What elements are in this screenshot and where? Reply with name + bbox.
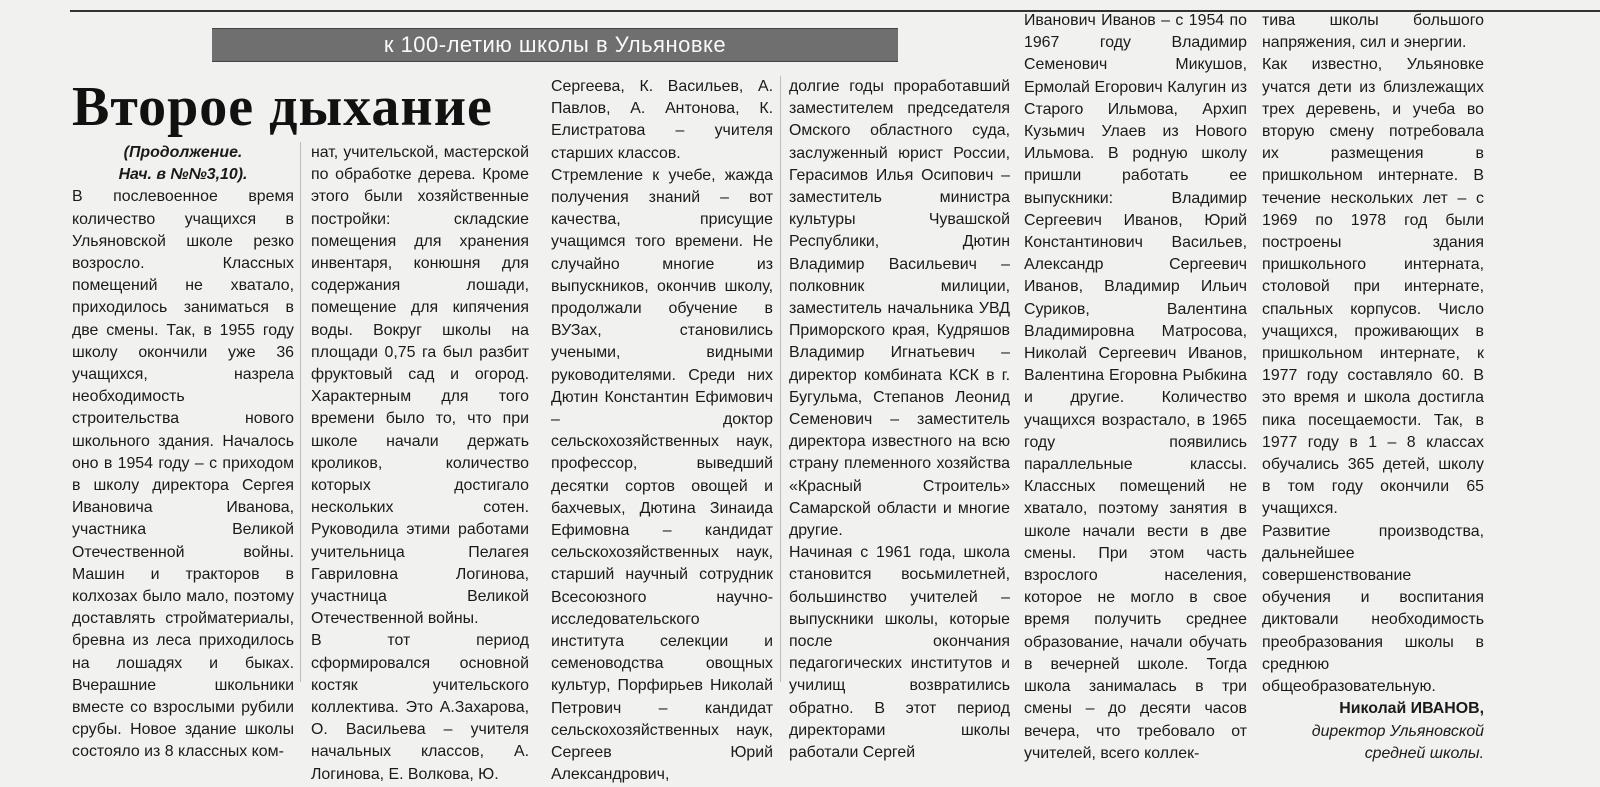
continuation-note-line2: Нач. в №№3,10).: [118, 166, 248, 184]
article-paragraph: Как известно, Ульяновке учатся дети из близлежащих трех деревень, и учеба во вторую смену потребовала их размещения в пришкольном интернате. В течение нескольких лет – с 1969 по 1978 год были построены здания пришкольного интерната, столовой при интернате, спальных корпусов. Число учащихся, проживающих в пришкольном интернате, к 1977 году составляло 60. В это время и школа достигла пика посещаемости. Так, в 1977 году в 1 – 8 классах обучались 365 детей, школу в том году окончили 65 учащихся.: [1262, 56, 1484, 518]
article-paragraph: нат, учительской, мастерской по обработке дерева. Кроме этого были хозяйственные постройки: складские помещения для хранения инвентаря, конюшня для содержания лошади, помещение для кипячения воды. Вокруг школы на площади 0,75 га был разбит фруктовый сад и огород. Характерным для того времени было то, что при школе начали держать кроликов, количество которых достигало нескольких сотен. Руководила этими работами учительница Пелагея Гавриловна Логинова, участница Великой Отечественной войны.: [311, 144, 529, 628]
article-paragraph: В тот период сформировался основной костяк учительского коллектива. Это А.Захарова, О. Васильева – учителя начальных классов, А. Логинова, Е. Волкова, Ю.: [311, 632, 529, 783]
column-divider: [300, 142, 301, 682]
article-paragraph: Начиная с 1961 года, школа становится восьмилетней, большинство учителей – выпускники школы, которые после окончания педагогических институтов и училищ возвратились обратно. В этот период директорами школы работали Сергей: [789, 544, 1010, 762]
article-column-4: [789, 76, 1010, 764]
article-headline: Второе дыхание: [72, 76, 493, 138]
author-role-line2: средней школы.: [1364, 744, 1484, 762]
author-name: Николай ИВАНОВ,: [1339, 700, 1484, 718]
article-paragraph: тива школы большого напряжения, сил и энергии.: [1262, 12, 1484, 52]
article-column-6: [1262, 10, 1484, 765]
author-role-line1: директор Ульяновской: [1311, 722, 1484, 740]
article-paragraph: Развитие производства, дальнейшее совершенствование обучения и воспитания диктовали необходимость преобразования школы в среднюю общеобразовательную.: [1262, 522, 1484, 696]
article-column-3: [551, 76, 773, 787]
article-paragraph: В послевоенное время количество учащихся в Ульяновской школе резко возросло. Классных помещений не хватало, приходилось заниматься в две смены. Так, в 1955 году школу окончили уже 36 учащихся, назрела необходимость строительства нового школьного здания. Началось оно в 1954 году – с приходом в школу директора Сергея Ивановича Иванова, участника Великой Отечественной войны. Машин и тракторов в колхозах было мало, поэтому доставлять стройматериалы, бревна из леса приходилось на лошадях и быках. Вчерашние школьники вместе со взрослыми рубили срубы. Новое здание школы состояло из 8 классных ком-: [72, 188, 294, 761]
article-column-5: [1024, 10, 1247, 765]
article-paragraph: Стремление к учебе, жажда получения знаний – вот качества, присущие учащимся того времени. Не случайно многие из выпускников, окончив школу, продолжали обучение в ВУЗах, становились учеными, видными руководителями. Среди них Дютин Константин Ефимович – доктор сельскохозяйственных наук, профессор, выведший десятки сортов овощей и бахчевых, Дютина Зинаида Ефимовна – кандидат сельскохозяйственных наук, старший научный сотрудник Всесоюзного научно-исследовательского института селекции и семеноводства овощных культур, Порфирьев Николай Петрович – кандидат сельскохозяйственных наук, Сергеев Юрий Александрович,: [551, 166, 773, 784]
column-divider: [780, 76, 781, 682]
article-paragraph: долгие годы проработавший заместителем председателя Омского областного суда, заслуженный юрист России, Герасимов Илья Осипович – заместитель министра культуры Чувашской Республики, Дютин Владимир Васильевич – полковник милиции, заместитель начальника УВД Приморского края, Кудряшов Владимир Игнатьевич – директор комбината КСК в г. Бугульма, Степанов Леонид Семенович – заместитель директора известного на всю страну племенного хозяйства «Красный Строитель» Самарской области и многие другие.: [789, 78, 1010, 540]
section-banner: к 100-летию школы в Ульяновке: [212, 28, 898, 62]
article-paragraph: Сергеева, К. Васильев, А. Павлов, А. Антонова, К. Елистратова – учителя старших классов.: [551, 78, 773, 162]
continuation-note-line1: (Продолжение.: [123, 144, 243, 161]
article-paragraph: Иванович Иванов – с 1954 по 1967 году Владимир Семенович Микушов, Ермолай Егорович Калугин из Старого Ильмова, Архип Кузьмич Улаев из Нового Ильмова. В родную школу пришли работать ее выпускники: Владимир Сергеевич Иванов, Юрий Константинович Васильев, Александр Сергеевич Иванов, Владимир Ильич Суриков, Валентина Владимировна Матросова, Николай Сергеевич Иванов, Валентина Егоровна Рыбкина и другие. Количество учащихся возрастало, в 1965 году появились параллельные классы. Классных помещений не хватало, поэтому занятия в школе начали вести в две смены. При этом часть взрослого населения, которое не могло в свое время получить среднее образование, начали обучать в вечерней школе. Тогда школа занималась в три смены – до десяти часов вечера, что требовало от учителей, всего коллек-: [1024, 12, 1247, 762]
article-column-1: [72, 142, 294, 764]
article-column-2: [311, 142, 529, 786]
